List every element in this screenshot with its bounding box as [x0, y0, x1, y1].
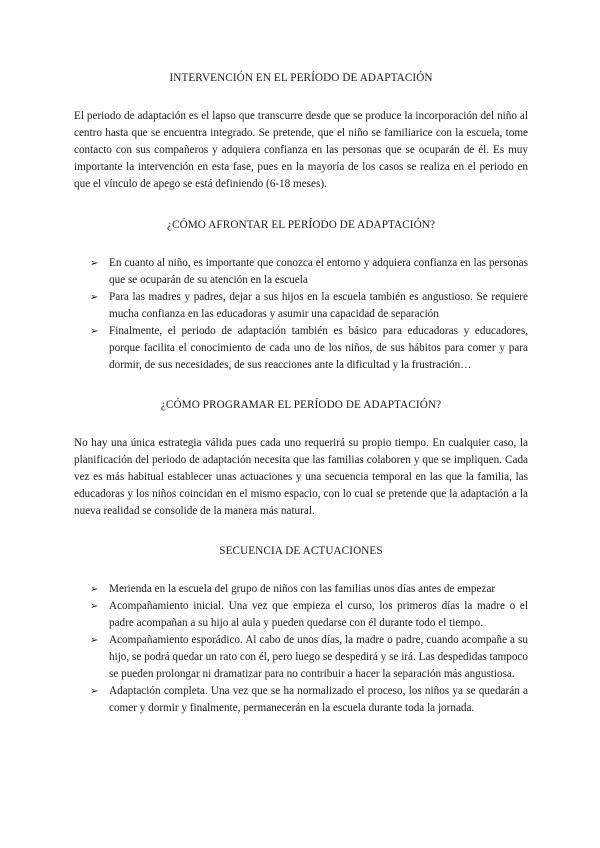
list-item: [74, 255, 528, 289]
paragraph-programar: No hay una única estrategia válida pues cada uno requerirá su propio tiempo. En cualquier caso, la planificación del periodo de adaptación necesita que las familias colaboren y que se impliquen. Cada vez es más habitual establecer unas actuaciones y una secuencia temporal en las que la familia, las educadoras y los niños coincidan en el mismo espacio, con lo cual se pretende que la adaptación a la nueva realidad se consolide de la manera más natural.: [74, 437, 528, 517]
list-item-text: Finalmente, el periodo de adaptación también es básico para educadoras y educadores, porque facilita el conocimiento de cada uno de los niños, de sus hábitos para comer y para dormir, de sus necesidades, de sus reacciones ante la dificultad y la frustración…: [109, 325, 528, 371]
arrow-bullet-icon: ➢: [90, 326, 99, 337]
arrow-bullet-icon: ➢: [90, 686, 99, 697]
list-item: [74, 598, 528, 632]
arrow-bullet-icon: ➢: [90, 601, 99, 612]
arrow-bullet-icon: ➢: [90, 292, 99, 303]
list-item: [74, 632, 528, 683]
list-item-text: Acompañamiento inicial. Una vez que empieza el curso, los primeros días la madre o el padre acompañan a su hijo al aula y pueden quedarse con él durante todo el tiempo.: [109, 600, 528, 629]
arrow-bullet-icon: ➢: [90, 258, 99, 269]
section-heading-programar: ¿CÓMO PROGRAMAR EL PERÍODO DE ADAPTACIÓN?: [160, 399, 442, 411]
list-item-text: Merienda en la escuela del grupo de niños con las familias unos días antes de empezar: [109, 583, 496, 595]
list-item: [74, 581, 528, 598]
section-heading-secuencia: SECUENCIA DE ACTUACIONES: [219, 545, 383, 557]
list-item-text: Acompañamiento esporádico. Al cabo de unos días, la madre o padre, cuando acompañe a su hijo, se podrá quedar un rato con él, pero luego se despedirá y se irá. Las despedidas tampoco se pueden prolongar ni dramatizar para no contribuir a hacer la separación más angustiosa.: [109, 634, 528, 680]
list-item: [74, 683, 528, 717]
paragraph-intervencion: El periodo de adaptación es el lapso que transcurre desde que se produce la incorporación del niño al centro hasta que se encuentra integrado. Se pretende, que el niño se familiarice con la escuela, tome contacto con sus compañeros y adquiera confianza en las personas que se ocuparán de él. Es muy importante la intervención en esta fase, pues en la mayoría de los casos se realiza en el periodo en que el vínculo de apego se está definiendo (6-18 meses).: [74, 110, 528, 190]
section-heading-intervencion: INTERVENCIÓN EN EL PERÍODO DE ADAPTACIÓN: [169, 72, 433, 84]
list-item: [74, 289, 528, 323]
bullet-list-secuencia: [74, 581, 528, 717]
list-item-text: Adaptación completa. Una vez que se ha normalizado el proceso, los niños ya se quedarán a comer y dormir y finalmente, permanecerán en la escuela durante toda la jornada.: [109, 685, 528, 714]
list-item-text: Para las madres y padres, dejar a sus hijos en la escuela también es angustioso. Se requiere mucha confianza en las educadoras y asumir una capacidad de separación: [109, 291, 528, 320]
list-item-text: En cuanto al niño, es importante que conozca el entorno y adquiera confianza en las personas que se ocuparán de su atención en la escuela: [109, 257, 528, 286]
section-heading-afrontar: ¿CÓMO AFRONTAR EL PERÍODO DE ADAPTACIÓN?: [166, 219, 436, 231]
bullet-list-afrontar: [74, 255, 528, 374]
arrow-bullet-icon: ➢: [90, 584, 99, 595]
list-item: [74, 323, 528, 374]
arrow-bullet-icon: ➢: [90, 635, 99, 646]
